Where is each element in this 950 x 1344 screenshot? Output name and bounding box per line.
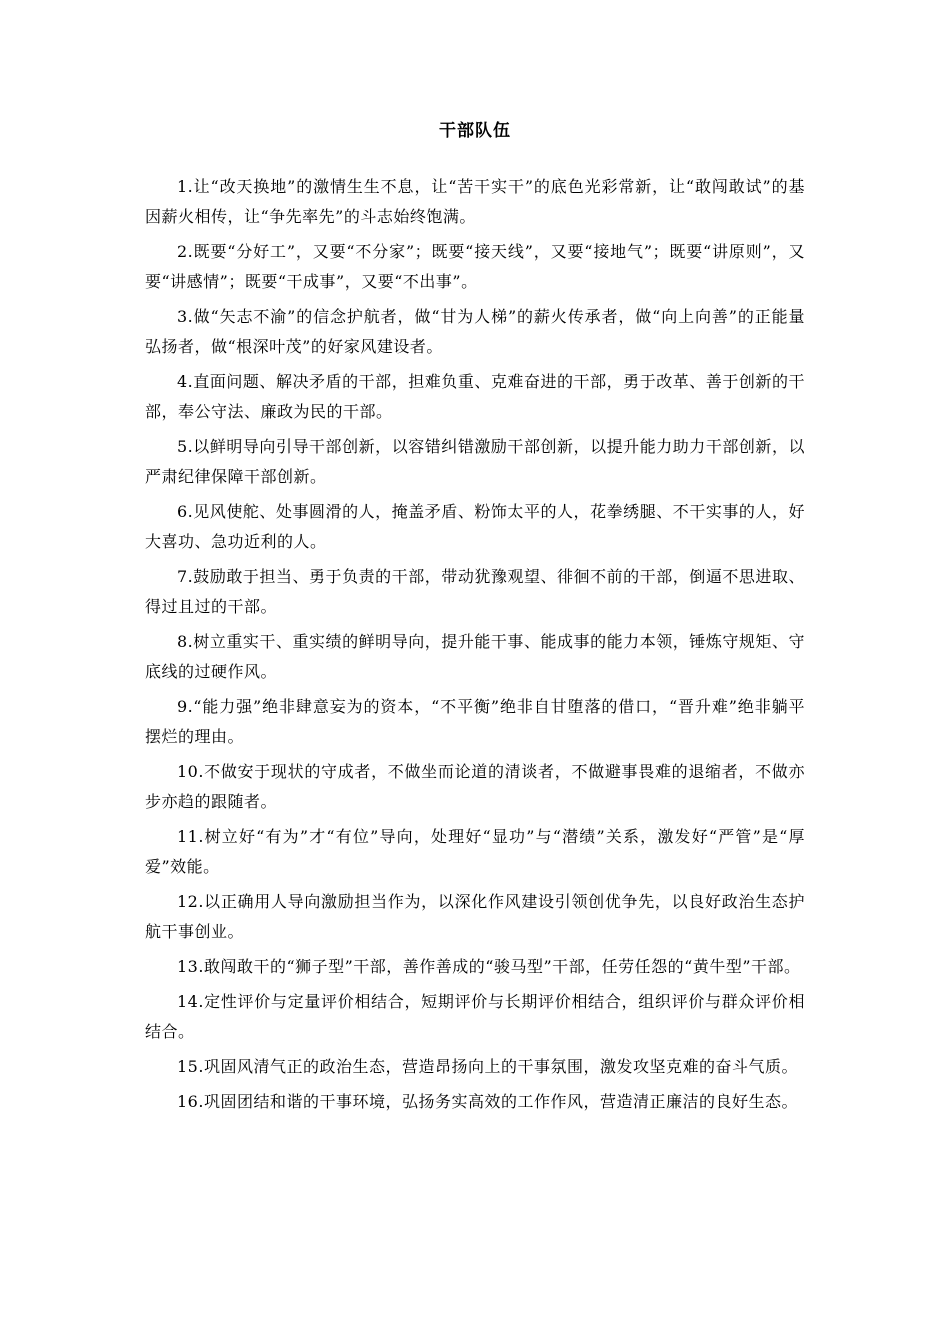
list-item: 7.鼓励敢于担当、勇于负责的干部，带动犹豫观望、徘徊不前的干部，倒逼不思进取、得过且过的干部。: [145, 567, 805, 616]
list-item: 11.树立好“有为”才“有位”导向，处理好“显功”与“潜绩”关系，激发好“严管”是“厚爱”效能。: [145, 827, 805, 876]
list-item: 16.巩固团结和谐的干事环境，弘扬务实高效的工作作风，营造清正廉洁的良好生态。: [177, 1092, 798, 1111]
list-item: 10.不做安于现状的守成者，不做坐而论道的清谈者，不做避事畏难的退缩者，不做亦步亦趋的跟随者。: [145, 762, 805, 811]
item-list: [145, 172, 805, 1117]
list-item: 4.直面问题、解决矛盾的干部，担难负重、克难奋进的干部，勇于改革、善于创新的干部，奉公守法、廉政为民的干部。: [145, 372, 805, 421]
list-item: 1.让“改天换地”的激情生生不息，让“苦干实干”的底色光彩常新，让“敢闯敢试”的基因薪火相传，让“争先率先”的斗志始终饱满。: [145, 177, 805, 226]
list-item: 5.以鲜明导向引导干部创新，以容错纠错激励干部创新，以提升能力助力干部创新，以严肃纪律保障干部创新。: [145, 437, 805, 486]
list-item: 9.“能力强”绝非肆意妄为的资本，“不平衡”绝非自甘堕落的借口，“晋升难”绝非躺平摆烂的理由。: [145, 697, 805, 746]
document-page: [145, 0, 805, 1122]
list-item: 3.做“矢志不渝”的信念护航者，做“甘为人梯”的薪火传承者，做“向上向善”的正能量弘扬者，做“根深叶茂”的好家风建设者。: [145, 307, 805, 356]
list-item: 2.既要“分好工”，又要“不分家”；既要“接天线”，又要“接地气”；既要“讲原则”，又要“讲感情”；既要“干成事”，又要“不出事”。: [145, 242, 805, 291]
list-item: 14.定性评价与定量评价相结合，短期评价与长期评价相结合，组织评价与群众评价相结合。: [145, 992, 805, 1041]
list-item: 13.敢闯敢干的“狮子型”干部，善作善成的“骏马型”干部，任劳任怨的“黄牛型”干部。: [177, 957, 801, 976]
list-item: 6.见风使舵、处事圆滑的人，掩盖矛盾、粉饰太平的人，花拳绣腿、不干实事的人，好大喜功、急功近利的人。: [145, 502, 805, 551]
list-item: 8.树立重实干、重实绩的鲜明导向，提升能干事、能成事的能力本领，锤炼守规矩、守底线的过硬作风。: [145, 632, 805, 681]
list-item: 15.巩固风清气正的政治生态，营造昂扬向上的干事氛围，激发攻坚克难的奋斗气质。: [177, 1057, 798, 1076]
list-item: 12.以正确用人导向激励担当作为，以深化作风建设引领创优争先，以良好政治生态护航干事创业。: [145, 892, 805, 941]
document-title: 干部队伍: [439, 121, 511, 141]
